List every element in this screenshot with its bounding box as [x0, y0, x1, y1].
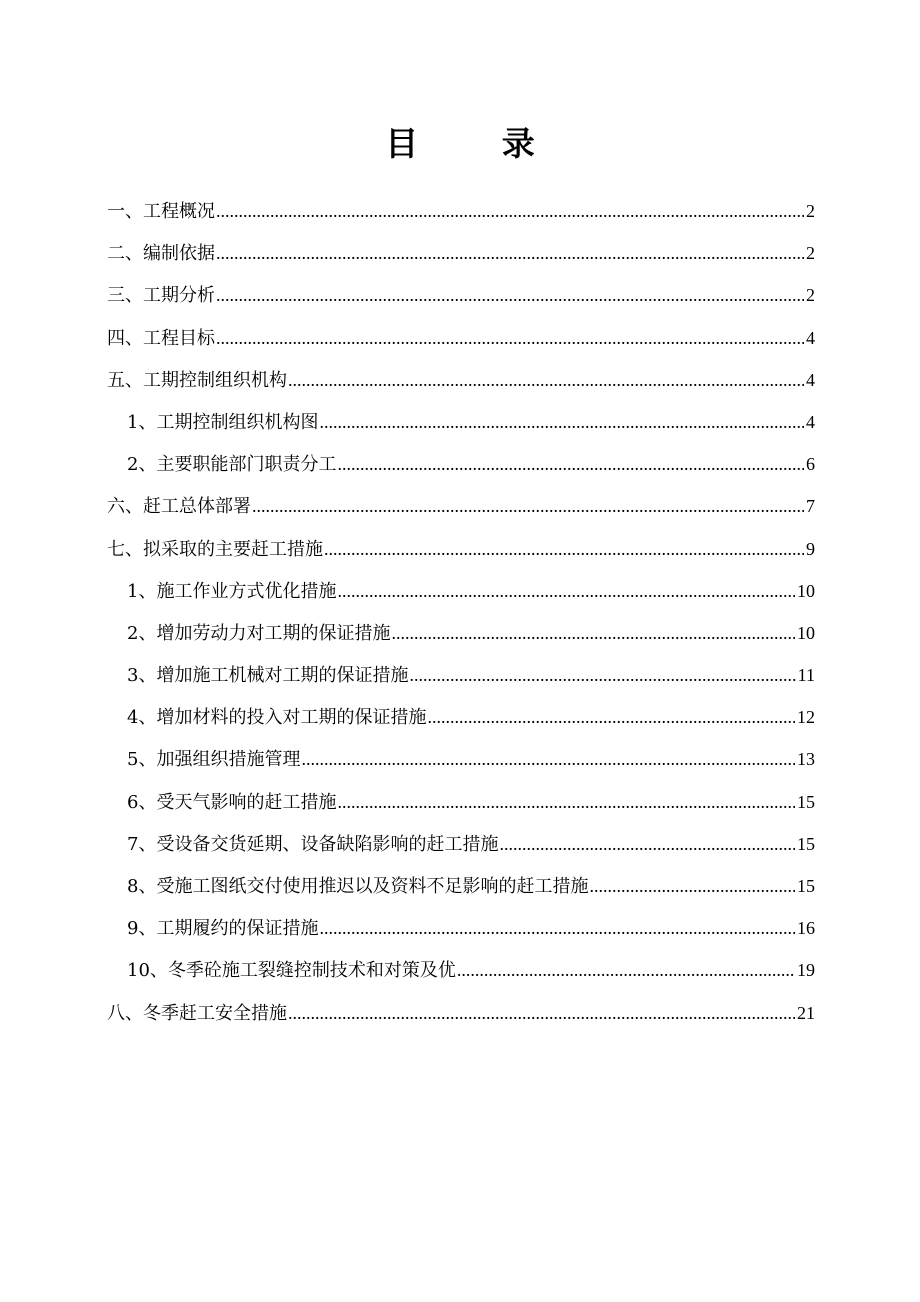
toc-entry-page: 13 — [797, 749, 815, 770]
toc-leader-dots — [216, 317, 804, 359]
toc-entry-page: 4 — [806, 411, 815, 432]
toc-entry[interactable] — [107, 359, 815, 401]
toc-entry-page: 11 — [797, 665, 815, 686]
toc-entry-label: 三、工期分析 — [107, 285, 215, 307]
toc-entry[interactable] — [107, 907, 815, 949]
toc-entry-page: 9 — [806, 538, 815, 559]
toc-leader-dots — [427, 696, 795, 738]
toc-entry[interactable] — [107, 528, 815, 570]
toc-leader-dots — [409, 654, 795, 696]
toc-entry-page: 2 — [806, 243, 815, 264]
toc-leader-dots — [337, 443, 804, 485]
toc-entry-page: 15 — [797, 876, 815, 896]
toc-entry-page: 2 — [806, 201, 815, 221]
toc-entry[interactable] — [107, 823, 815, 865]
toc-entry[interactable] — [107, 443, 815, 485]
page-title: 目 录 — [385, 124, 571, 163]
toc-entry-page: 19 — [797, 960, 815, 981]
toc-leader-dots — [319, 907, 795, 949]
toc-entry-label: 2、主要职能部门职责分工 — [127, 454, 337, 476]
toc-leader-dots — [457, 949, 795, 991]
toc-entry-page: 4 — [806, 327, 815, 348]
toc-entry-label: 5、加强组织措施管理 — [127, 749, 301, 771]
toc-leader-dots — [337, 570, 795, 612]
toc-leader-dots — [216, 232, 804, 274]
toc-entry-label: 八、冬季赶工安全措施 — [107, 1002, 287, 1024]
toc-leader-dots — [288, 359, 804, 401]
toc-entry-label: 四、工程目标 — [107, 327, 215, 349]
toc-entry[interactable] — [107, 738, 815, 780]
toc-entry[interactable] — [107, 401, 815, 443]
toc-entry-label: 六、赶工总体部署 — [107, 496, 251, 518]
toc-entry[interactable] — [107, 781, 815, 823]
toc-entry[interactable] — [107, 274, 815, 316]
toc-leader-dots — [252, 485, 804, 527]
toc-leader-dots — [301, 738, 795, 780]
toc-entry-page: 7 — [806, 496, 815, 517]
toc-entry-page: 4 — [806, 369, 815, 390]
toc-leader-dots — [288, 992, 795, 1034]
toc-entry[interactable] — [107, 190, 815, 232]
toc-leader-dots — [216, 274, 804, 316]
toc-entry-label: 2、增加劳动力对工期的保证措施 — [127, 622, 391, 644]
table-of-contents — [107, 190, 815, 1034]
toc-entry-page: 15 — [797, 833, 815, 854]
toc-entry-page: 10 — [797, 622, 815, 643]
toc-entry[interactable] — [107, 865, 815, 907]
toc-entry[interactable] — [107, 485, 815, 527]
toc-leader-dots — [499, 823, 795, 865]
toc-leader-dots — [589, 865, 795, 907]
toc-entry-page: 15 — [797, 791, 815, 812]
toc-entry-label: 五、工期控制组织机构 — [107, 369, 287, 391]
toc-entry-label: 二、编制依据 — [107, 243, 215, 265]
toc-entry[interactable] — [107, 654, 815, 696]
toc-leader-dots — [337, 781, 795, 823]
toc-entry-label: 1、工期控制组织机构图 — [127, 411, 319, 433]
toc-leader-dots — [324, 528, 804, 570]
toc-leader-dots — [216, 190, 804, 232]
toc-entry-page: 10 — [797, 580, 815, 601]
toc-entry-label: 10、冬季砼施工裂缝控制技术和对策及优 — [127, 960, 456, 982]
toc-entry[interactable] — [107, 612, 815, 654]
toc-entry[interactable] — [107, 696, 815, 738]
toc-entry-label: 1、施工作业方式优化措施 — [127, 580, 337, 602]
toc-entry-page: 21 — [797, 1002, 815, 1023]
toc-entry-label: 9、工期履约的保证措施 — [127, 918, 319, 940]
toc-entry-page: 6 — [806, 454, 815, 475]
toc-entry-page: 12 — [797, 707, 815, 728]
toc-entry-label: 7、受设备交货延期、设备缺陷影响的赶工措施 — [127, 833, 499, 855]
toc-entry[interactable] — [107, 992, 815, 1034]
toc-entry-page: 2 — [806, 285, 815, 306]
toc-entry[interactable] — [107, 949, 815, 991]
toc-entry-page: 16 — [797, 918, 815, 939]
toc-entry[interactable] — [107, 570, 815, 612]
toc-entry-label: 七、拟采取的主要赶工措施 — [107, 538, 323, 560]
toc-leader-dots — [391, 612, 795, 654]
toc-entry-label: 一、工程概况 — [107, 201, 215, 222]
toc-entry-label: 3、增加施工机械对工期的保证措施 — [127, 665, 409, 687]
toc-leader-dots — [319, 401, 804, 443]
toc-entry-label: 8、受施工图纸交付使用推迟以及资料不足影响的赶工措施 — [127, 876, 589, 897]
toc-entry-label: 6、受天气影响的赶工措施 — [127, 791, 337, 813]
toc-entry[interactable] — [107, 232, 815, 274]
toc-entry-label: 4、增加材料的投入对工期的保证措施 — [127, 707, 427, 729]
toc-entry[interactable] — [107, 317, 815, 359]
